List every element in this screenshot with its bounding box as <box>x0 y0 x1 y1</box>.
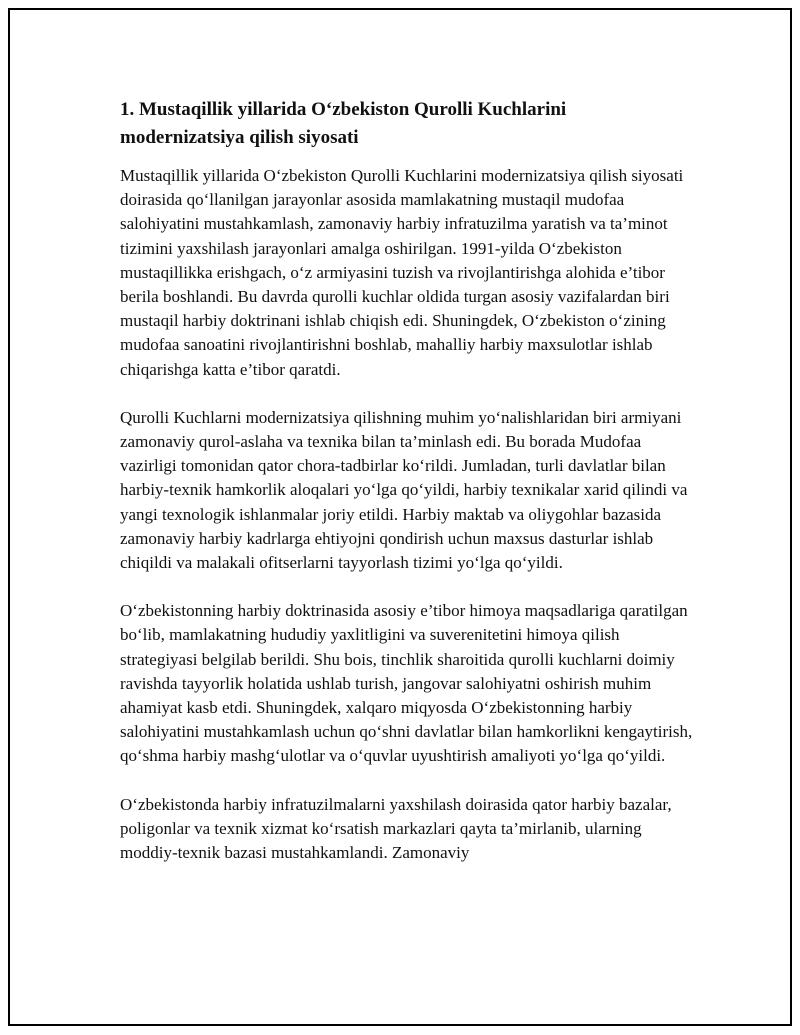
paragraph-3: O‘zbekistonning harbiy doktrinasida asosiy e’tibor himoya maqsadlariga qaratilgan bo‘lib, mamlakatning hududiy yaxlitligini va suverenitetini himoya qilish strategiyasi belgilab berildi. Shu bois, tinchlik sharoitida qurolli kuchlarni doimiy ravishda tayyorlik holatida ushlab turish, jangovar salohiyatni oshirish muhim ahamiyat kasb etdi. Shuningdek, xalqaro miqyosda O‘zbekistonning harbiy salohiyatini mustahkamlash uchun qo‘shni davlatlar bilan hamkorlikni kengaytirish, qo‘shma harbiy mashg‘ulotlar va o‘quvlar uyushtirish amaliyoti yo‘lga qo‘yildi. <box>120 601 693 766</box>
paragraph-4: O‘zbekistonda harbiy infratuzilmalarni yaxshilash doirasida qator harbiy bazalar, poligonlar va texnik xizmat ko‘rsatish markazlari qayta ta’mirlanib, ularning moddiy-texnik bazasi mustahkamlandi. Zamonaviy <box>120 794 672 863</box>
section-title: 1. Mustaqillik yillarida O‘zbekiston Qurolli Kuchlarini modernizatsiya qilish siyosati <box>120 99 567 148</box>
document-page <box>8 8 792 1026</box>
document-content <box>120 96 694 889</box>
paragraph-2: Qurolli Kuchlarni modernizatsiya qilishning muhim yo‘nalishlaridan biri armiyani zamonaviy qurol-aslaha va texnika bilan ta’minlash edi. Bu borada Mudofaa vazirligi tomonidan qator chora-tadbirlar ko‘rildi. Jumladan, turli davlatlar bilan harbiy-texnik hamkorlik aloqalari yo‘lga qo‘yildi, harbiy texnikalar xarid qilindi va yangi texnologik ishlanmalar joriy etildi. Harbiy maktab va oliygohlar bazasida zamonaviy harbiy kadrlarga ehtiyojni qondirish uchun maxsus dasturlar ishlab chiqildi va malakali ofitserlarni tayyorlash tizimi yo‘lga qo‘yildi. <box>120 407 688 573</box>
paragraph-1: Mustaqillik yillarida O‘zbekiston Qurolli Kuchlarini modernizatsiya qilish siyosati doirasida qo‘llanilgan jarayonlar asosida mamlakatning mustaqil mudofaa salohiyatini mustahkamlash, zamonaviy harbiy infratuzilma yaratish va ta’minot tizimini yaxshilash jarayonlari amalga oshirilgan. 1991-yilda O‘zbekiston mustaqillikka erishgach, o‘z armiyasini tuzish va rivojlantirishga alohida e’tibor berila boshlandi. Bu davrda qurolli kuchlar oldida turgan asosiy vazifalardan biri mustaqil harbiy doktrinani ishlab chiqish edi. Shuningdek, O‘zbekiston o‘zining mudofaa sanoatini rivojlantirishni boshlab, mahalliy harbiy maxsulotlar ishlab chiqarishga katta e’tibor qaratdi. <box>120 166 684 379</box>
